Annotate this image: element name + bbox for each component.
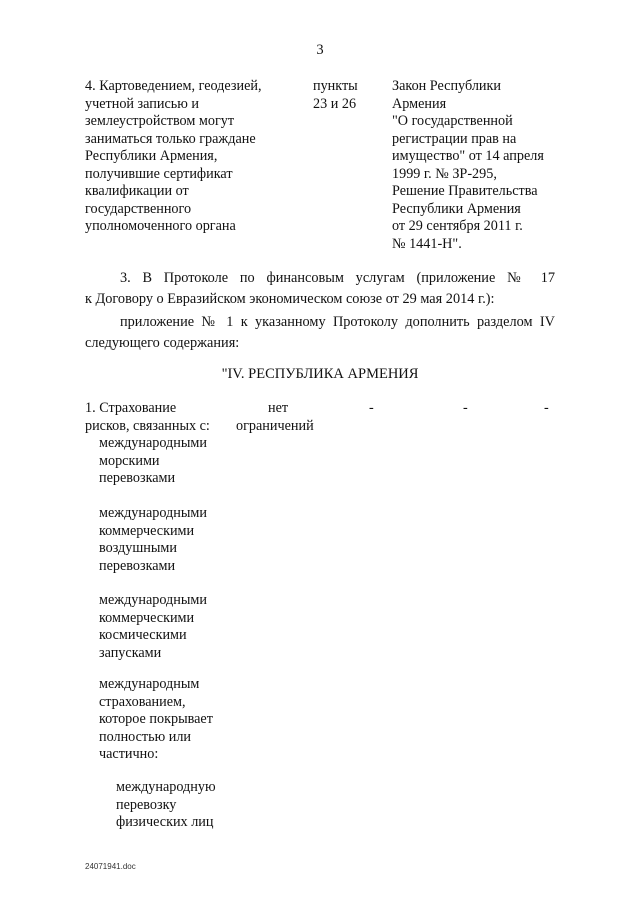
nested-sublist-passengers	[116, 779, 216, 832]
sublist-line: международными	[99, 592, 207, 608]
item4-description-line: 4. Картоведением, геодезией,	[85, 78, 262, 94]
paragraph-3-line-1: 3. В Протоколе по финансовым услугам (приложение № 17	[120, 270, 555, 286]
sublist-line: морскими	[99, 452, 160, 469]
dash-col-3: -	[544, 400, 549, 416]
item4-description-line: заниматься только граждане	[85, 130, 256, 147]
sublist-line: международную	[116, 779, 216, 795]
paragraph-annex-line-2: следующего содержания:	[85, 335, 240, 351]
dash-col-2: -	[463, 400, 468, 416]
row1-label	[85, 400, 210, 435]
sublist-line: международными	[99, 435, 207, 451]
page-number: 3	[316, 42, 324, 58]
sublist-line: космическими	[99, 627, 187, 643]
item4-description-line: государственного	[85, 200, 192, 217]
sublist-line: полностью или	[99, 728, 191, 745]
sublist-line: перевозками	[99, 557, 176, 574]
sublist-space	[99, 592, 207, 662]
restriction-line-1: нет	[268, 400, 289, 416]
sublist-intl-insurance	[99, 676, 213, 764]
sublist-line: которое покрывает	[99, 711, 213, 727]
paragraph-annex-line-1: приложение № 1 к указанному Протоколу дополнить разделом IV	[120, 314, 555, 330]
legal-basis-line: № 1441-Н".	[392, 235, 462, 252]
sublist-line: страхованием,	[99, 693, 186, 710]
paragraph-3	[85, 268, 555, 310]
sublist-line: запусками	[99, 644, 162, 661]
legal-basis-line: Решение Правительства	[392, 183, 538, 199]
legal-basis-line: имущество" от 14 апреля	[392, 148, 544, 164]
dash-col-1: -	[369, 400, 374, 416]
sublist-line: международным	[99, 676, 200, 692]
sublist-line: перевозку	[116, 796, 177, 813]
item4-description-line: землеустройством могут	[85, 113, 235, 129]
item4-description-line: Республики Армения,	[85, 148, 218, 164]
legal-basis-line: Республики Армения	[392, 200, 521, 217]
paragraph-annex	[85, 312, 555, 354]
item4-description-line: квалификации от	[85, 183, 189, 199]
sublist-line: частично:	[99, 746, 159, 762]
row1-label-line: 1. Страхование	[85, 400, 177, 416]
sublist-line: воздушными	[99, 540, 177, 556]
restriction-line-2: ограничений	[236, 417, 314, 434]
sublist-line: физических лиц	[116, 814, 214, 830]
sublist-line: перевозками	[99, 470, 176, 486]
footer-filename: 24071941.doc	[85, 862, 136, 871]
sublist-line: коммерческими	[99, 609, 195, 626]
sublist-line: международными	[99, 505, 207, 521]
legal-basis-line: Армения	[392, 95, 447, 112]
item4-points-line: 23 и 26	[313, 95, 357, 112]
legal-basis-line: "О государственной	[392, 113, 513, 129]
item4-legal-basis	[392, 78, 544, 253]
item4-description	[85, 78, 262, 236]
paragraph-3-line-2: к Договору о Евразийском экономическом союзе от 29 мая 2014 г.):	[85, 291, 495, 307]
item4-description-line: учетной записью и	[85, 95, 199, 112]
legal-basis-line: регистрации прав на	[392, 130, 517, 147]
legal-basis-line: от 29 сентября 2011 г.	[392, 218, 523, 234]
section-heading: "IV. РЕСПУБЛИКА АРМЕНИЯ	[221, 366, 419, 382]
item4-description-line: уполномоченного органа	[85, 218, 236, 234]
sublist-air	[99, 505, 207, 575]
item4-description-line: получившие сертификат	[85, 165, 233, 182]
sublist-line: коммерческими	[99, 522, 195, 539]
item4-points-line: пункты	[313, 78, 358, 94]
row1-label-line: рисков, связанных с:	[85, 417, 210, 434]
legal-basis-line: Закон Республики	[392, 78, 501, 94]
sublist-maritime	[99, 435, 207, 488]
item4-points	[313, 78, 358, 113]
legal-basis-line: 1999 г. № ЗР-295,	[392, 165, 497, 182]
